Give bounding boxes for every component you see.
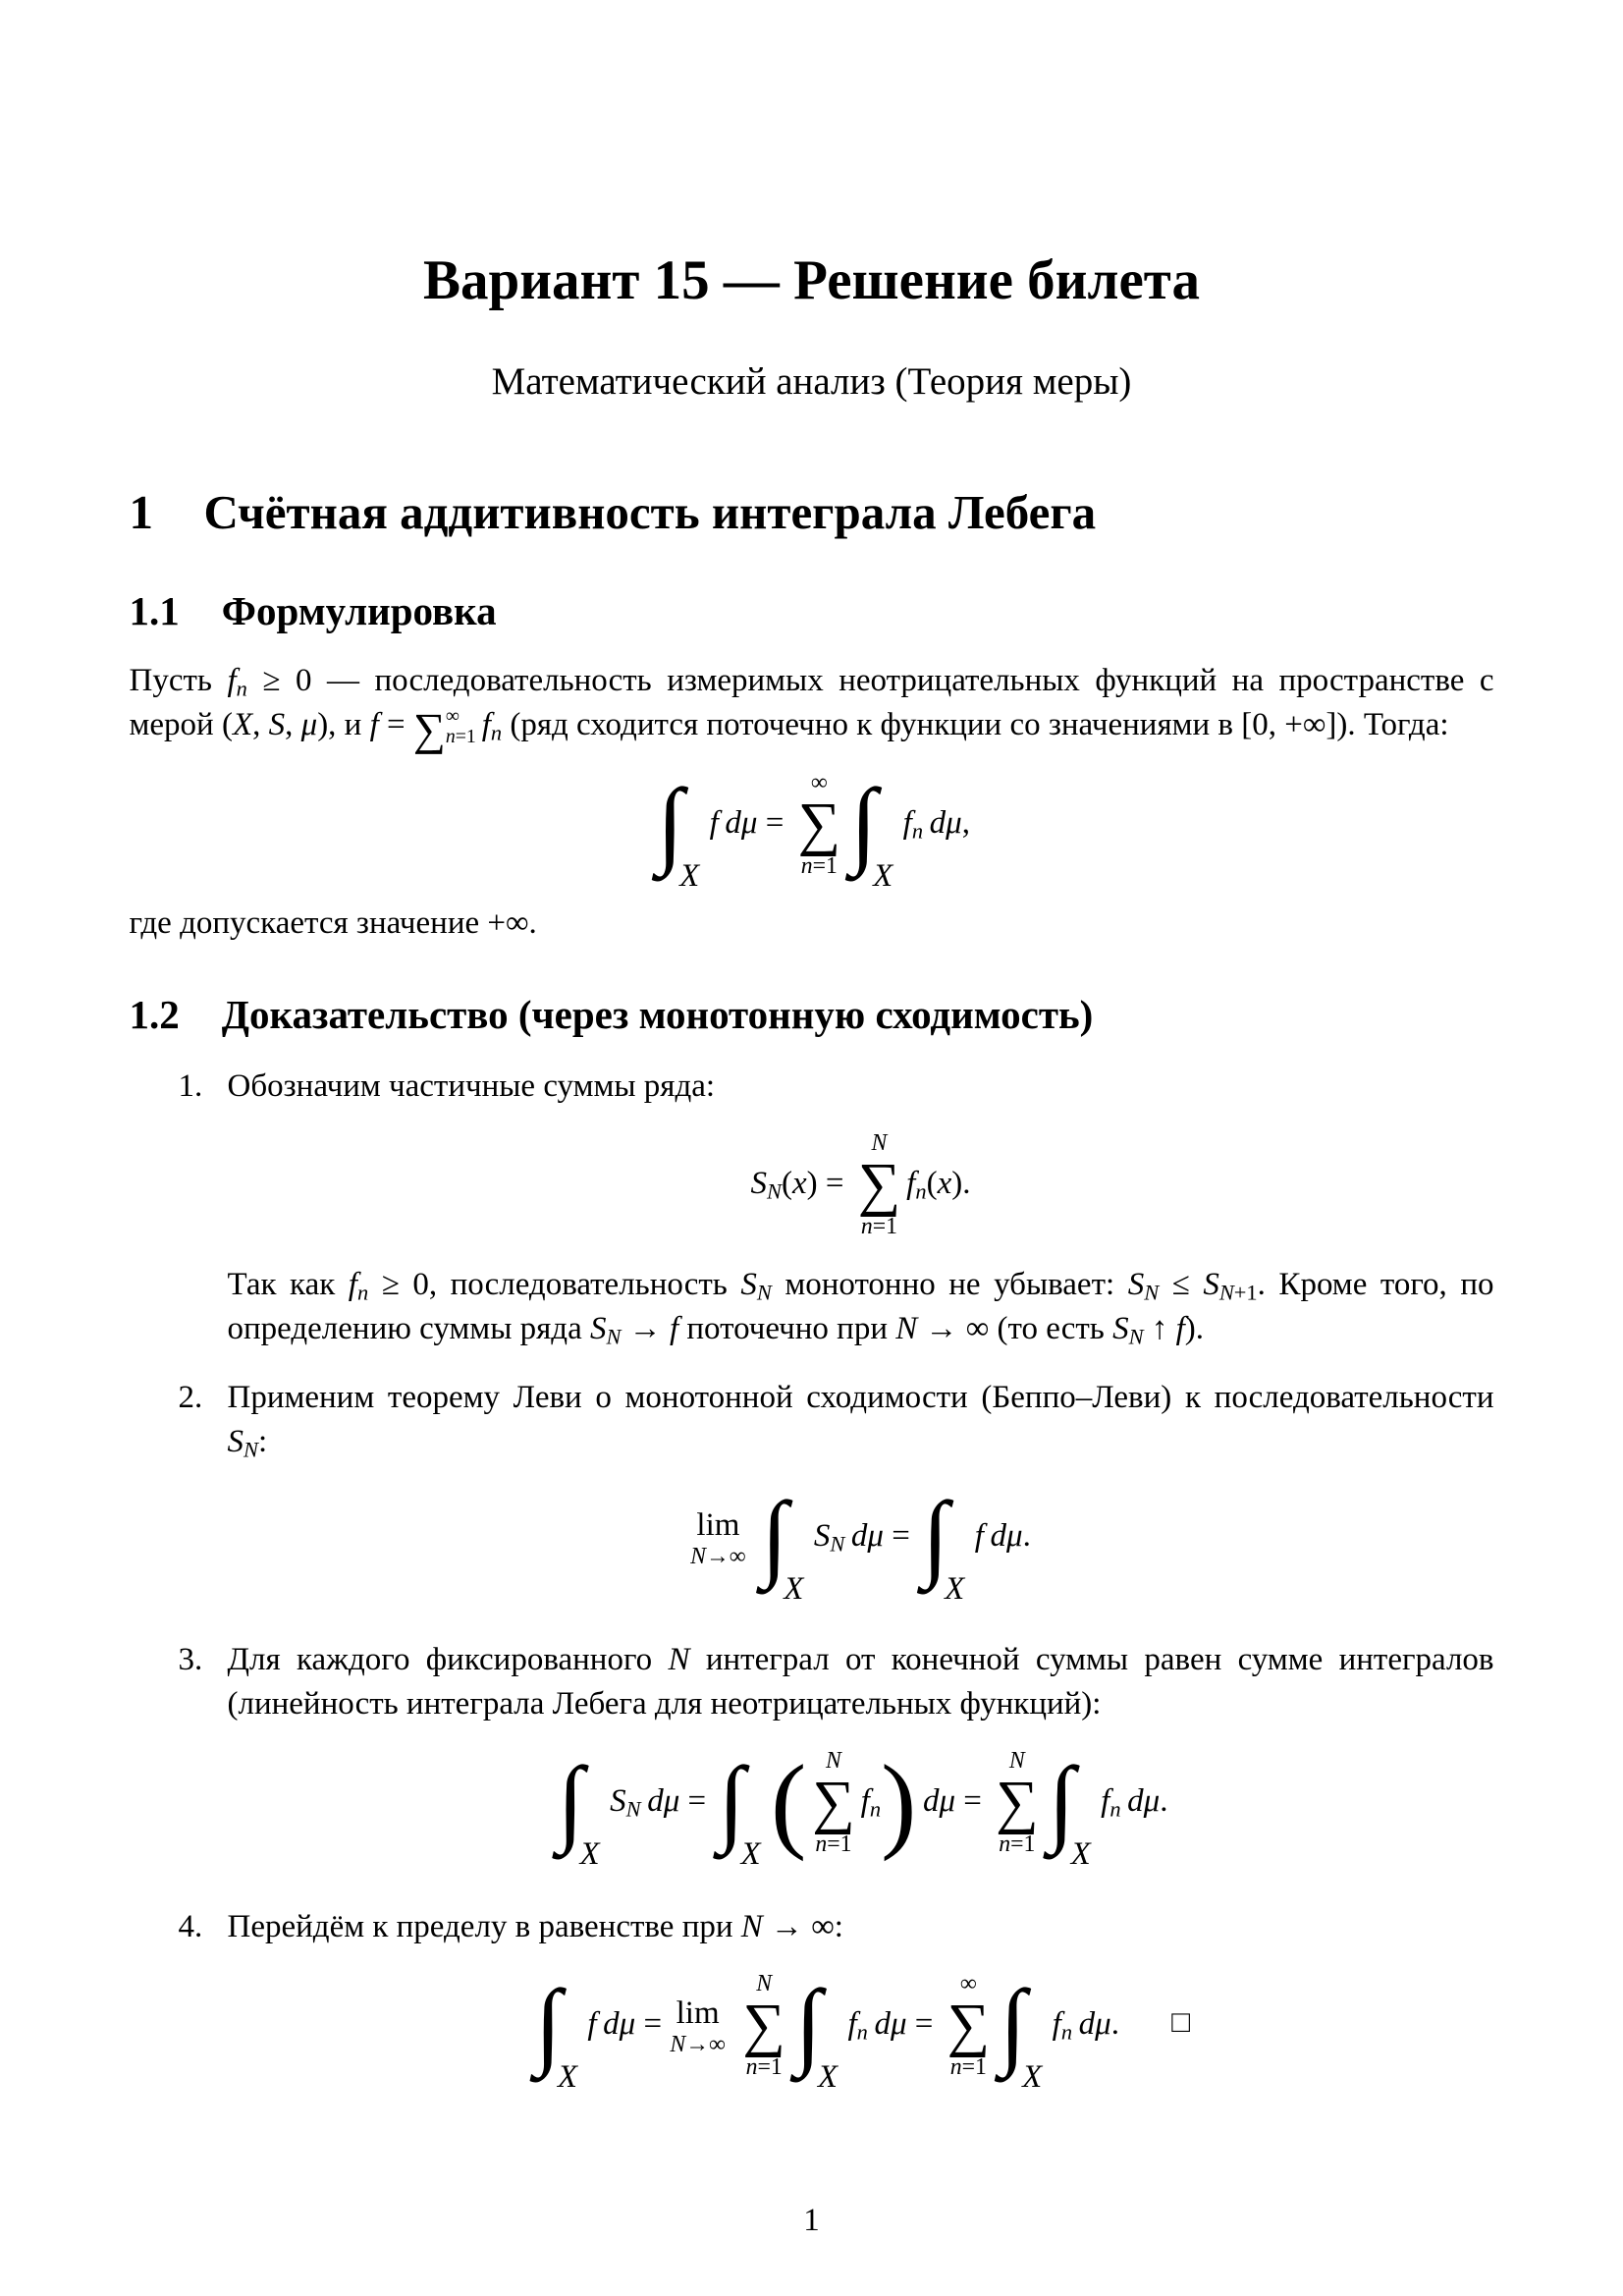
formula-countable-additivity: $\int_Xf$ dμ = ∞ ∑ n=1 $\int_Xf_n$ dμ,: [656, 769, 970, 894]
step-4-body: [228, 1905, 1494, 2103]
proof-steps-list: [179, 1065, 1494, 2103]
section-1-number: 1: [129, 485, 153, 540]
step-4-text: Перейдём к пределу в равенстве при N → ∞:: [227, 1909, 843, 1945]
step-3-body: [228, 1638, 1494, 1880]
page-title: Вариант 15 — Решение билета: [423, 249, 1200, 311]
subsection-1-2-title: Доказательство (через монотонную сходимость): [221, 992, 1094, 1038]
page-number: 1: [803, 2203, 820, 2238]
qed-symbol: □: [1171, 2003, 1191, 2039]
proof-step-2: [179, 1376, 1494, 1613]
step-1-number: 1.: [178, 1068, 203, 1105]
step-1-text: Обозначим частичные суммы ряда:: [227, 1068, 716, 1105]
subsection-1-2-number: 1.2: [129, 992, 180, 1038]
page-subtitle: Математический анализ (Теория меры): [491, 360, 1132, 404]
formula-monotone-convergence: lim N→∞ $\int_XS_N$ $d\mu = \int_Xf$ dμ.: [690, 1483, 1031, 1608]
step-3-number: 3.: [178, 1642, 203, 1678]
step-1-note: Так как $f_n \ge 0$, последовательность $S_N$ монотонно не убывает: $S_N \le S_{N+1}$. Кроме того, по определению суммы ряда $S_N \to f$ поточечно при N → ∞ (то есть $S_N$ ↑ f).: [227, 1266, 1494, 1349]
subsection-1-1-heading: [130, 587, 1494, 635]
proof-step-4: [179, 1905, 1494, 2103]
step-3-text: Для каждого фиксированного N интеграл от конечной суммы равен сумме интегралов (линейность интеграла Лебега для неотрицательных функций):: [227, 1642, 1494, 1722]
step-1-body: [228, 1065, 1494, 1350]
step-2-text: Применим теорему Леви о монотонной сходимости (Беппо–Леви) к последовательности $S_N$:: [227, 1380, 1494, 1462]
formulation-intro-paragraph: Пусть $f_n \ge 0$ — последовательность измеримых неотрицательных функций на пространстве с мерой (X, S, μ), и f = ∑ ∞ n=1 $f_n$ (ряд сходится поточечно к функции со значениями в [0, +∞]). Тогда:: [129, 663, 1494, 755]
formula-limit-passage: $\int_Xf$ dμ = lim N→∞ N ∑ n=1 $\int_Xf_n$ dμ = ∞ ∑ n=1 $\int_Xf_n$ dμ. □: [534, 1970, 1191, 2095]
subsection-1-1-title: Формулировка: [221, 587, 497, 633]
proof-step-3: [179, 1638, 1494, 1880]
formula-linearity: $\int_XS_N$ $d\mu = \int_X$( N ∑ n=1 $f_n$) dμ = N ∑ n=1 $\int_Xf_n$ dμ.: [557, 1743, 1168, 1872]
formulation-outro-paragraph: где допускается значение +∞.: [129, 905, 537, 942]
formula-partial-sums: $S_N(x)$ = N ∑ n=1 $f_n(x)$.: [750, 1130, 971, 1239]
subsection-1-1-number: 1.1: [129, 587, 180, 633]
section-1-heading: [130, 484, 1494, 542]
step-2-body: [228, 1376, 1494, 1613]
step-2-number: 2.: [178, 1380, 203, 1416]
subsection-1-2-heading: [130, 991, 1494, 1039]
step-4-number: 4.: [178, 1909, 203, 1945]
document-content: [130, 0, 1494, 2104]
section-1-title: Счётная аддитивность интеграла Лебега: [203, 485, 1097, 540]
proof-step-1: [179, 1065, 1494, 1350]
